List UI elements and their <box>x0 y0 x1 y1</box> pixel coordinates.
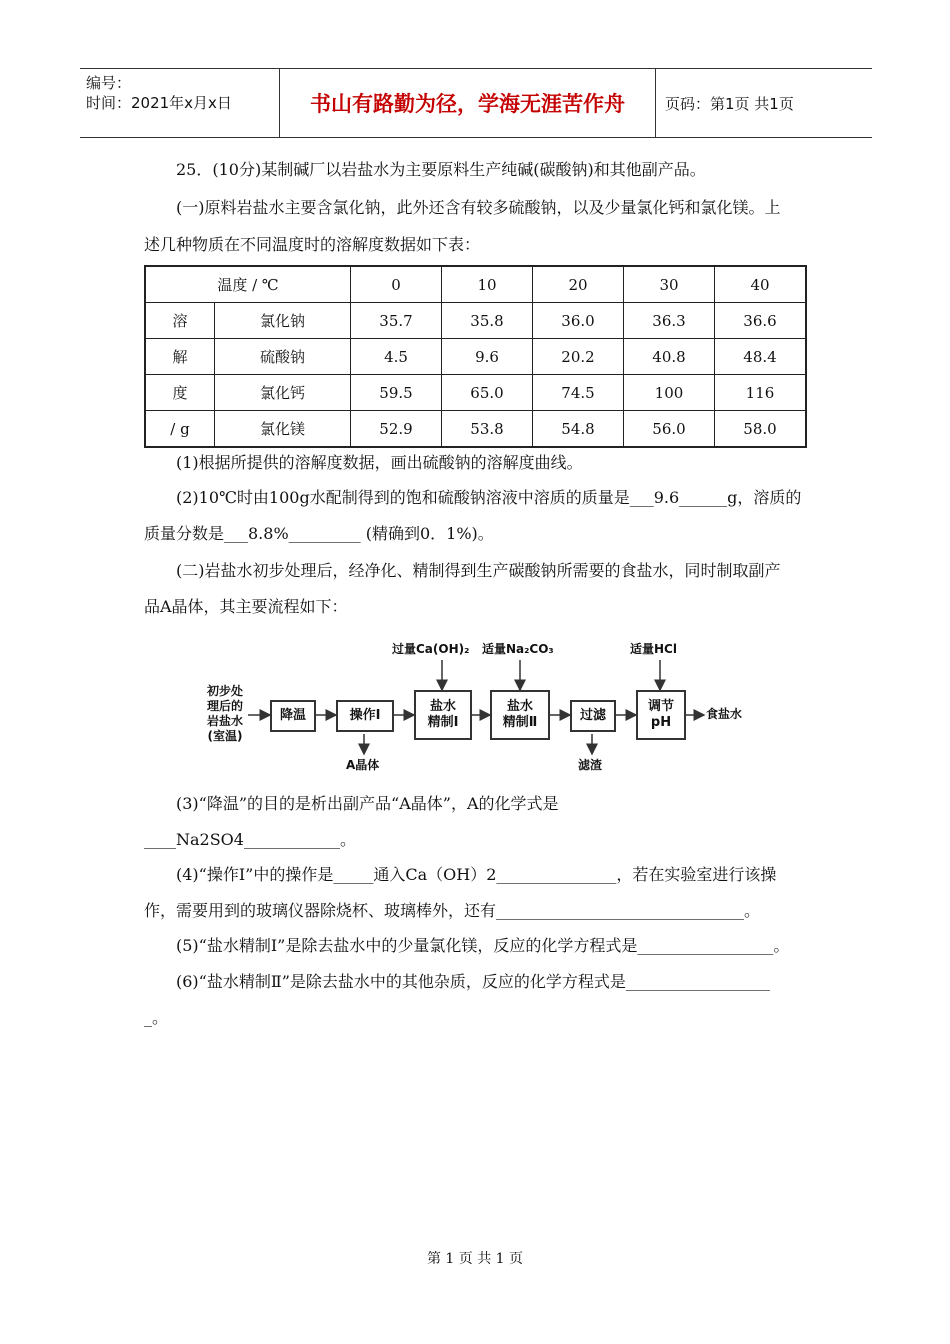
question-6-line1: (6)“盐水精制Ⅱ”是除去盐水中的其他杂质，反应的化学方程式是__________________ <box>176 972 770 991</box>
output-a-crystal: A晶体 <box>346 758 380 772</box>
substance-name: 硫酸钠 <box>215 339 351 375</box>
question-2-line2: 质量分数是___8.8%_________ (精确到0．1%)。 <box>144 524 494 543</box>
page-header <box>80 68 872 138</box>
substance-name: 氯化镁 <box>215 411 351 448</box>
question-3-line1: (3)“降温”的目的是析出副产品“A晶体”，A的化学式是 <box>176 794 559 813</box>
flow-box-line: 盐水 <box>506 699 533 714</box>
table-cell: 35.7 <box>351 303 442 339</box>
part1-line2: 述几种物质在不同温度时的溶解度数据如下表： <box>144 235 481 254</box>
header-time-label: 时间：2021年x月x日 <box>86 94 232 112</box>
table-cell: 4.5 <box>351 339 442 375</box>
reagent-na2co3: 适量Na₂CO₃ <box>482 642 554 656</box>
temp-cell: 0 <box>351 266 442 303</box>
flow-start-line: (室温) <box>207 729 243 743</box>
flow-box-line: 盐水 <box>429 699 456 714</box>
table-cell: 59.5 <box>351 375 442 411</box>
reagent-hcl: 适量HCl <box>630 642 677 656</box>
flow-end-label: 食盐水 <box>706 707 743 721</box>
temperature-header: 温度 / ℃ <box>145 266 351 303</box>
table-cell: 56.0 <box>624 411 715 448</box>
table-cell: 40.8 <box>624 339 715 375</box>
table-cell: 65.0 <box>442 375 533 411</box>
header-motto: 书山有路勤为径，学海无涯苦作舟 <box>280 69 656 137</box>
flow-step-cooling: 降温 <box>270 700 316 732</box>
table-cell: 36.6 <box>715 303 807 339</box>
flow-step-adjust-ph <box>636 690 686 740</box>
temp-cell: 40 <box>715 266 807 303</box>
question-2-line1: (2)10℃时由100g水配制得到的饱和硫酸钠溶液中溶质的质量是___9.6______g，溶质的 <box>176 488 802 507</box>
side-label-char: / g <box>145 411 215 448</box>
flow-box-line: 精制Ⅱ <box>502 715 538 730</box>
table-cell: 100 <box>624 375 715 411</box>
flow-step-filter: 过滤 <box>570 700 616 732</box>
table-cell: 48.4 <box>715 339 807 375</box>
question-4-line2: 作，需要用到的玻璃仪器除烧杯、玻璃棒外，还有_______________________________。 <box>144 901 761 920</box>
table-cell: 74.5 <box>533 375 624 411</box>
table-cell: 54.8 <box>533 411 624 448</box>
question-1: (1)根据所提供的溶解度数据，画出硫酸钠的溶解度曲线。 <box>176 453 583 472</box>
flow-start-label <box>200 684 250 744</box>
side-label-char: 溶 <box>145 303 215 339</box>
page-footer: 第 1 页 共 1 页 <box>426 1251 524 1267</box>
table-cell: 36.3 <box>624 303 715 339</box>
table-row <box>145 339 806 375</box>
solubility-table <box>144 265 807 448</box>
table-cell: 20.2 <box>533 339 624 375</box>
table-cell: 9.6 <box>442 339 533 375</box>
process-flow-diagram <box>200 630 760 785</box>
question-4-line1: (4)“操作Ⅰ”中的操作是_____通入Ca（OH）2_______________，若在实验室进行该操 <box>176 865 777 884</box>
table-cell: 52.9 <box>351 411 442 448</box>
substance-name: 氯化钙 <box>215 375 351 411</box>
reagent-caoh2: 过量Ca(OH)₂ <box>392 642 470 656</box>
question-5: (5)“盐水精制Ⅰ”是除去盐水中的少量氯化镁，反应的化学方程式是_________________。 <box>176 936 790 955</box>
question-6-line2: _。 <box>144 1008 169 1027</box>
flow-step-refine1 <box>414 690 472 740</box>
part1-line1: (一)原料岩盐水主要含氯化钠，此外还含有较多硫酸钠，以及少量氯化钙和氯化镁。上 <box>176 198 781 217</box>
flow-start-line: 岩盐水 <box>206 714 243 728</box>
table-row <box>145 411 806 448</box>
header-meta <box>80 69 280 137</box>
header-page-info: 页码：第1页 共1页 <box>665 94 794 113</box>
flow-step-operation1: 操作Ⅰ <box>336 700 394 732</box>
table-cell: 116 <box>715 375 807 411</box>
side-label-char: 解 <box>145 339 215 375</box>
flow-step-refine2 <box>490 690 550 740</box>
part2-line1: (二)岩盐水初步处理后，经净化、精制得到生产碳酸钠所需要的食盐水，同时制取副产 <box>176 561 781 580</box>
table-cell: 36.0 <box>533 303 624 339</box>
part2-line2: 品A晶体，其主要流程如下： <box>144 597 348 616</box>
flow-box-line: pH <box>650 715 672 730</box>
flow-box-line: 调节 <box>647 699 674 714</box>
header-number-label: 编号： <box>86 74 132 92</box>
temp-cell: 30 <box>624 266 715 303</box>
table-cell: 58.0 <box>715 411 807 448</box>
flow-start-line: 初步处 <box>206 684 243 698</box>
table-row <box>145 375 806 411</box>
output-residue: 滤渣 <box>578 758 603 772</box>
table-cell: 53.8 <box>442 411 533 448</box>
substance-name: 氯化钠 <box>215 303 351 339</box>
table-cell: 35.8 <box>442 303 533 339</box>
flow-start-line: 理后的 <box>206 699 243 713</box>
question-3-line2: ____Na2SO4____________。 <box>144 830 356 849</box>
temp-cell: 20 <box>533 266 624 303</box>
question-intro: 25．(10分)某制碱厂以岩盐水为主要原料生产纯碱(碳酸钠)和其他副产品。 <box>176 160 706 179</box>
flow-box-line: 精制Ⅰ <box>427 715 459 730</box>
side-label-char: 度 <box>145 375 215 411</box>
temp-cell: 10 <box>442 266 533 303</box>
table-row <box>145 303 806 339</box>
table-header-row <box>145 266 806 303</box>
